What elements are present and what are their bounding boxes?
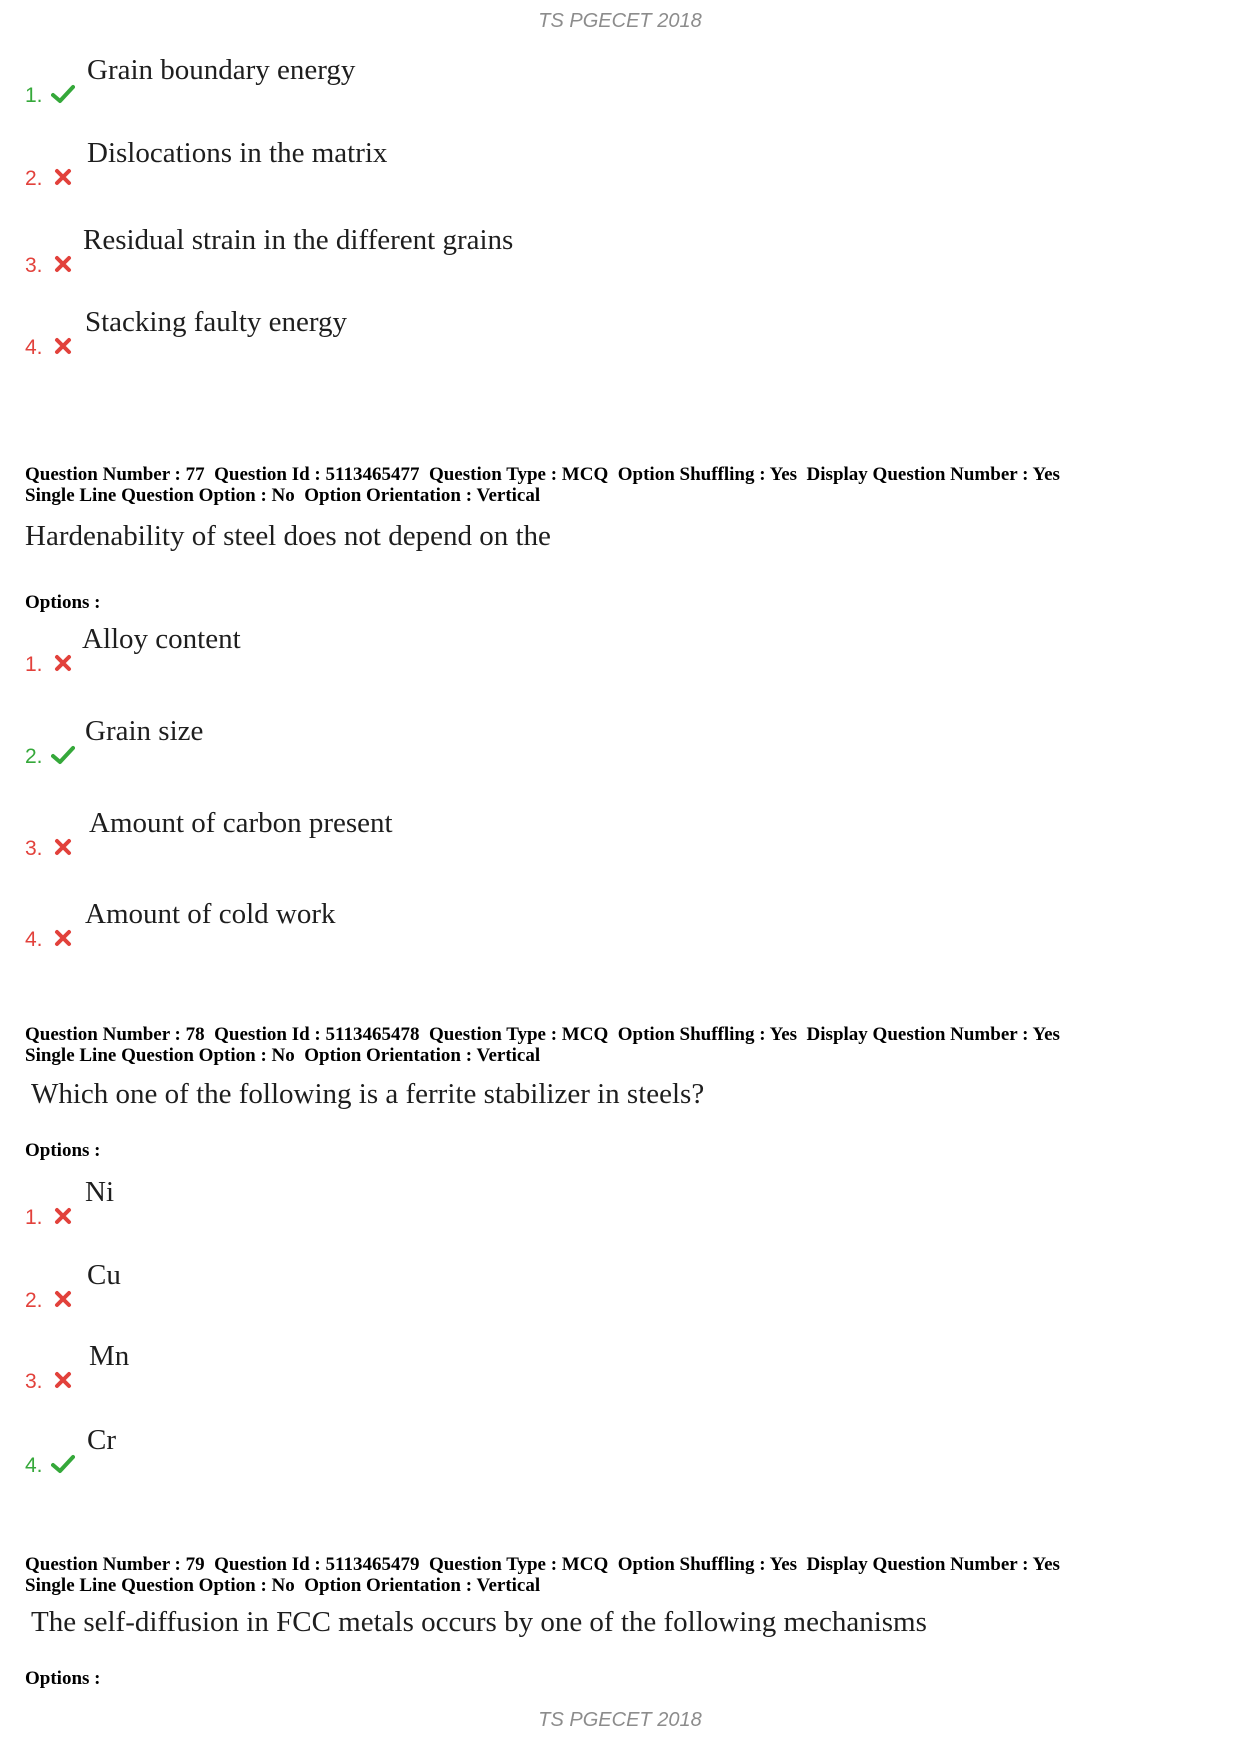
cross-icon (51, 653, 75, 673)
question-meta (25, 464, 1060, 506)
question-text: Which one of the following is a ferrite stabilizer in steels? (31, 1078, 705, 1110)
option-row (25, 1424, 1175, 1480)
option-row (25, 1176, 1175, 1232)
check-icon (51, 84, 75, 104)
cross-icon (51, 167, 75, 187)
option-row (25, 898, 1175, 954)
question-meta-line: Question Number : 79 Question Id : 5113465479 Question Type : MCQ Option Shuffling : Yes Display Question Number : Yes (25, 1554, 1060, 1575)
option-row (25, 623, 1175, 679)
check-icon (51, 745, 75, 765)
cross-icon (51, 1289, 75, 1309)
cross-icon (51, 837, 75, 857)
option-number: 2. (25, 1289, 43, 1312)
option-number: 2. (25, 745, 43, 768)
option-row (25, 54, 1175, 110)
cross-icon (51, 1206, 75, 1226)
question-meta-line: Question Number : 78 Question Id : 5113465478 Question Type : MCQ Option Shuffling : Yes Display Question Number : Yes (25, 1024, 1060, 1045)
option-text: Residual strain in the different grains (83, 224, 514, 256)
question-text: The self-diffusion in FCC metals occurs by one of the following mechanisms (31, 1606, 927, 1638)
question-meta-line: Single Line Question Option : No Option Orientation : Vertical (25, 1575, 541, 1596)
option-row (25, 224, 1175, 280)
option-row (25, 1259, 1175, 1315)
option-number: 3. (25, 1370, 43, 1393)
check-icon (51, 1454, 75, 1474)
option-number: 1. (25, 1206, 43, 1229)
question-meta-line: Single Line Question Option : No Option Orientation : Vertical (25, 1045, 541, 1066)
page-footer: TS PGECET 2018 (538, 1709, 702, 1731)
option-number: 1. (25, 653, 43, 676)
option-text: Grain boundary energy (87, 54, 356, 86)
question-meta-line: Question Number : 77 Question Id : 5113465477 Question Type : MCQ Option Shuffling : Yes Display Question Number : Yes (25, 464, 1060, 485)
cross-icon (51, 1370, 75, 1390)
option-number: 4. (25, 928, 43, 951)
option-number: 4. (25, 336, 43, 359)
cross-icon (51, 336, 75, 356)
option-number: 1. (25, 84, 43, 107)
option-text: Amount of cold work (85, 898, 336, 930)
option-text: Alloy content (82, 623, 241, 655)
option-text: Grain size (85, 715, 204, 747)
option-text: Cr (87, 1424, 116, 1456)
option-row (25, 807, 1175, 863)
option-number: 4. (25, 1454, 43, 1477)
options-label: Options : (25, 592, 101, 613)
option-text: Ni (85, 1176, 114, 1208)
page-header: TS PGECET 2018 (538, 10, 702, 32)
option-text: Mn (89, 1340, 130, 1372)
option-row (25, 306, 1175, 362)
option-row (25, 1340, 1175, 1396)
option-number: 3. (25, 837, 43, 860)
option-text: Cu (87, 1259, 121, 1291)
option-text: Stacking faulty energy (85, 306, 348, 338)
options-label: Options : (25, 1668, 101, 1689)
question-meta (25, 1554, 1060, 1596)
option-text: Dislocations in the matrix (87, 137, 388, 169)
cross-icon (51, 254, 75, 274)
option-text: Amount of carbon present (89, 807, 393, 839)
option-row (25, 715, 1175, 771)
question-text: Hardenability of steel does not depend on the (25, 520, 551, 552)
option-number: 3. (25, 254, 43, 277)
option-number: 2. (25, 167, 43, 190)
options-label: Options : (25, 1140, 101, 1161)
option-row (25, 137, 1175, 193)
question-meta-line: Single Line Question Option : No Option Orientation : Vertical (25, 485, 541, 506)
question-meta (25, 1024, 1060, 1066)
cross-icon (51, 928, 75, 948)
